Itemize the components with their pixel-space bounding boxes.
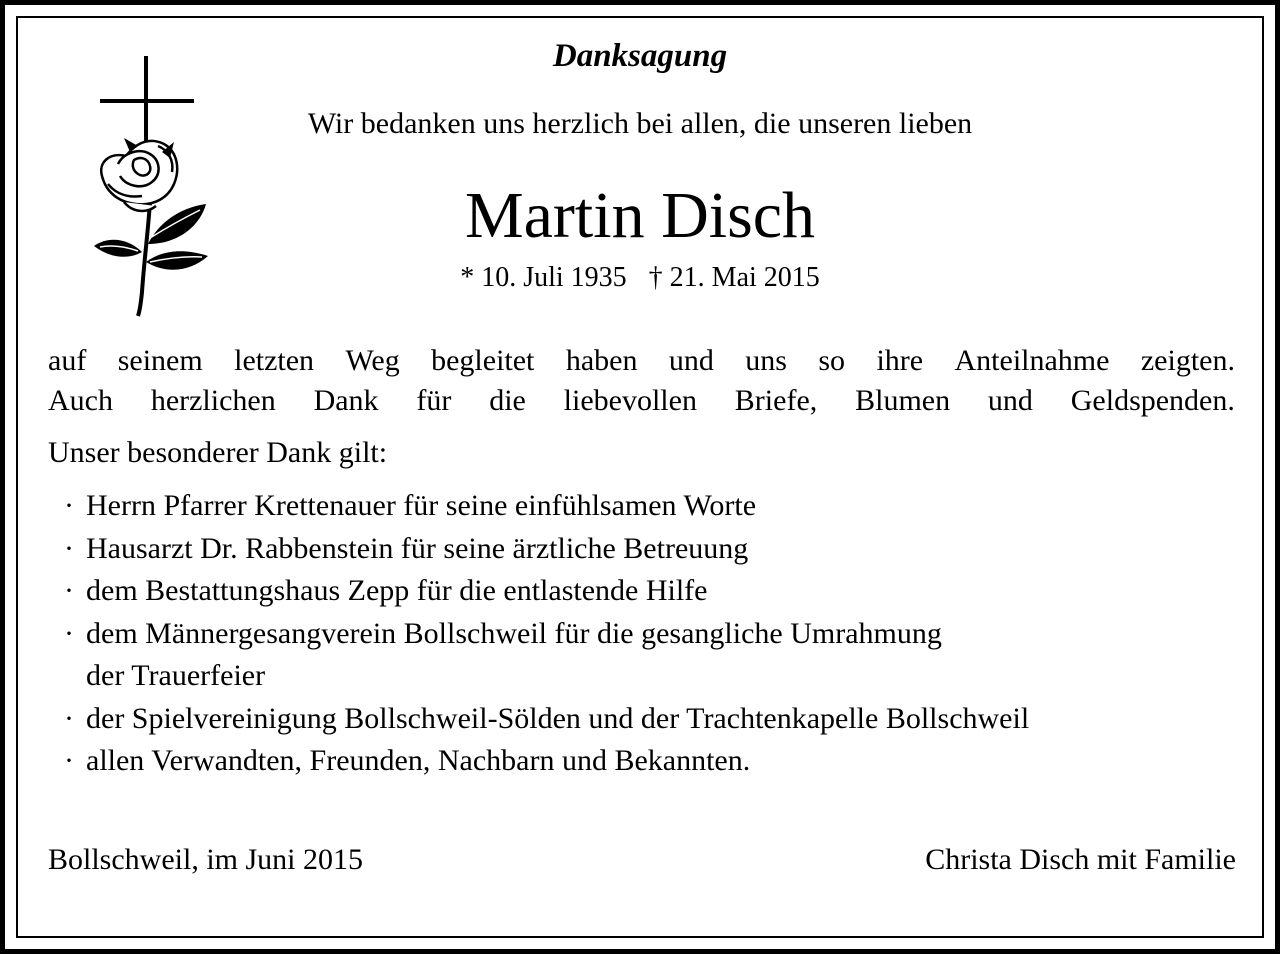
death-date: † 21. Mai 2015: [648, 262, 820, 293]
paragraph-line: auf seinem letzten Weg begleitet haben und uns so ihre Anteilnahme zeigten.: [48, 344, 1235, 377]
bullet: ·: [64, 744, 74, 777]
paragraph-line: Auch herzlichen Dank für die liebevollen Briefe, Blumen und Geldspenden.: [48, 384, 1235, 417]
list-item: · Herrn Pfarrer Krettenauer für seine einfühlsamen Worte: [64, 485, 1029, 528]
bullet: ·: [64, 531, 74, 565]
list-item: · allen Verwandten, Freunden, Nachbarn und Bekannten.: [64, 740, 1029, 783]
bullet: ·: [64, 574, 74, 607]
list-item-continuation: der Trauerfeier: [86, 659, 266, 692]
list-item: · Hausarzt Dr. Rabbenstein für seine ärztliche Betreuung: [64, 528, 1029, 571]
list-item: · dem Bestattungshaus Zepp für die entlastende Hilfe: [64, 570, 1029, 613]
thanks-list: [64, 485, 1029, 783]
bullet: ·: [64, 701, 74, 735]
thanks-list-intro: Unser besonderer Dank gilt:: [48, 436, 388, 469]
intro-line: Wir bedanken uns herzlich bei allen, die unseren lieben: [307, 107, 973, 140]
thanks-paragraph: [48, 341, 1235, 421]
place-and-date: Bollschweil, im Juni 2015: [48, 843, 363, 876]
birth-date: * 10. Juli 1935: [460, 262, 627, 293]
list-item: · der Spielvereinigung Bollschweil-Sölden und der Trachtenkapelle Bollschweil: [64, 698, 1029, 741]
bullet: ·: [64, 616, 74, 650]
notice-heading: Danksagung: [552, 38, 728, 74]
signature: Christa Disch mit Familie: [925, 843, 1236, 876]
life-dates: [0, 262, 1280, 294]
bullet: ·: [64, 489, 74, 522]
deceased-name: Martin Disch: [464, 179, 816, 252]
list-item: · dem Männergesangverein Bollschweil für die gesangliche Umrahmung: [64, 613, 1029, 656]
